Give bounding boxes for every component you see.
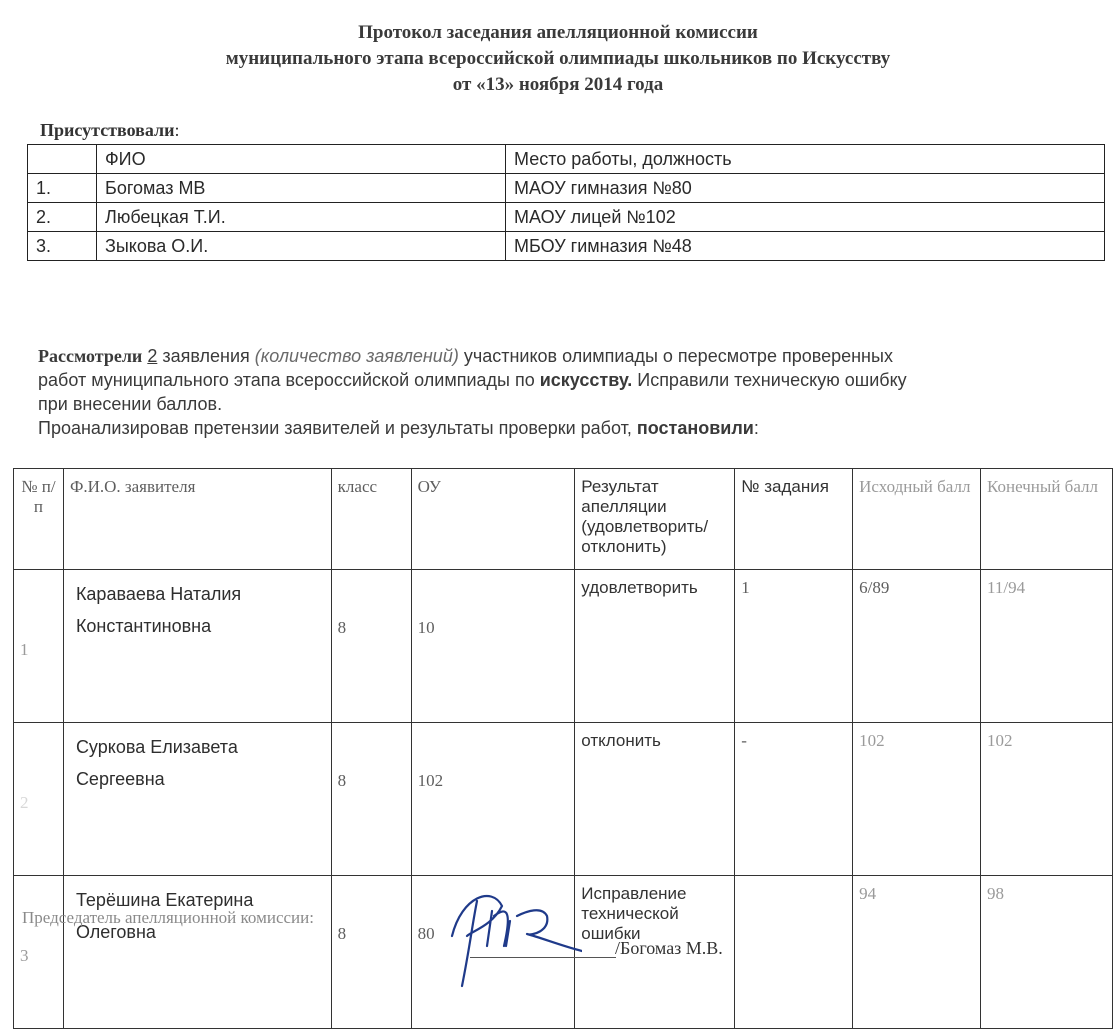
row-school: 10: [411, 570, 575, 723]
row-num: 1: [14, 570, 64, 723]
protocol-header: [0, 20, 1116, 98]
row-task: -: [735, 723, 853, 876]
attendees-col-fio: ФИО: [97, 145, 506, 174]
attendees-table: [27, 144, 1105, 261]
table-row: [14, 723, 1113, 876]
row-result: отклонить: [575, 723, 735, 876]
header-line-2: муниципального этапа всероссийской олимпиады школьников по Искусству: [225, 48, 891, 69]
attendee-fio: Любецкая Т.И.: [97, 203, 506, 232]
signature-line: [470, 957, 616, 958]
attendee-num: 2.: [28, 203, 97, 232]
attendee-row: [28, 174, 1105, 203]
attendee-place: МБОУ гимназия №48: [506, 232, 1105, 261]
applicant-name-line2: Олеговна: [75, 922, 156, 942]
row-initial: 6/89: [853, 570, 981, 723]
chair-label: Председатель апелляционной комиссии:: [22, 908, 314, 927]
paragraph-line-3: при внесении баллов.: [38, 394, 223, 414]
paragraph-subject: искусству.: [539, 370, 633, 390]
paragraph-line2-pre: работ муниципального этапа всероссийской олимпиады по: [38, 370, 540, 390]
paragraph-hint: (количество заявлений): [254, 346, 459, 366]
attendee-fio: Зыкова О.И.: [97, 232, 506, 261]
row-final: 11/94: [981, 570, 1113, 723]
paragraph-decided: постановили: [636, 418, 754, 438]
col-final: Конечный балл: [981, 469, 1113, 570]
attendee-row: [28, 232, 1105, 261]
row-num: 3: [14, 876, 64, 1029]
attendees-label-text: Присутствовали: [40, 120, 175, 140]
paragraph-line-4: [38, 416, 1068, 440]
row-result: удовлетворить: [575, 570, 735, 723]
row-task: [735, 876, 853, 1029]
paragraph-line-1: [38, 344, 1068, 368]
applicant-name: [63, 723, 331, 876]
paragraph-line1-rest: участников олимпиады о пересмотре проверенных: [458, 346, 893, 366]
chair-name: /Богомаз М.В.: [615, 938, 723, 958]
row-school: 102: [411, 723, 575, 876]
applicant-name: [63, 876, 331, 1029]
row-initial: 94: [853, 876, 981, 1029]
paragraph-line4-post: :: [753, 418, 759, 438]
col-initial: Исходный балл: [853, 469, 981, 570]
attendees-col-num: [28, 145, 97, 174]
row-num: 2: [14, 723, 64, 876]
applicant-name-line1: Суркова Елизавета: [75, 737, 238, 757]
attendees-label-colon: :: [174, 120, 180, 140]
decision-paragraph: [38, 344, 1068, 440]
col-num: № п/п: [14, 469, 64, 570]
results-header-row: [14, 469, 1113, 570]
signature-icon: [432, 876, 582, 991]
applicant-name-line2: Константиновна: [75, 616, 212, 636]
application-count: 2: [147, 346, 158, 366]
row-school: 80: [411, 876, 575, 1029]
row-grade: 8: [331, 723, 411, 876]
attendees-header-row: [28, 145, 1105, 174]
applicant-name-line2: Сергеевна: [75, 769, 165, 789]
attendee-place: МАОУ лицей №102: [506, 203, 1105, 232]
applicant-name-line1: Караваева Наталия: [75, 584, 242, 604]
row-final: 102: [981, 723, 1113, 876]
attendee-place: МАОУ гимназия №80: [506, 174, 1105, 203]
col-result: Результат апелляции (удовлетворить/ отклонить): [575, 469, 735, 570]
attendees-col-place: Место работы, должность: [506, 145, 1105, 174]
attendees-label: [40, 120, 180, 141]
paragraph-line-2: [38, 368, 1068, 392]
row-grade: 8: [331, 570, 411, 723]
row-task: 1: [735, 570, 853, 723]
col-school: ОУ: [411, 469, 575, 570]
header-line-1: Протокол заседания апелляционной комиссии: [358, 22, 758, 43]
row-grade: 8: [331, 876, 411, 1029]
attendee-fio: Богомаз МВ: [97, 174, 506, 203]
col-grade: класс: [331, 469, 411, 570]
header-line-3: от «13» ноября 2014 года: [452, 74, 664, 95]
attendee-row: [28, 203, 1105, 232]
paragraph-line4-pre: Проанализировав претензии заявителей и результаты проверки работ,: [38, 418, 637, 438]
applicant-name-line1: Терёшина Екатерина: [75, 890, 254, 910]
row-initial: 102: [853, 723, 981, 876]
attendee-num: 3.: [28, 232, 97, 261]
paragraph-line2-post: Исправили техническую ошибку: [632, 370, 907, 390]
table-row: [14, 570, 1113, 723]
paragraph-lead: Рассмотрели: [38, 346, 143, 366]
attendee-num: 1.: [28, 174, 97, 203]
row-result: Исправление технической ошибки: [575, 876, 735, 1029]
row-final: 98: [981, 876, 1113, 1029]
col-fio: Ф.И.О. заявителя: [63, 469, 331, 570]
applicant-name: [63, 570, 331, 723]
paragraph-word: заявления: [157, 346, 255, 366]
col-task: № задания: [735, 469, 853, 570]
